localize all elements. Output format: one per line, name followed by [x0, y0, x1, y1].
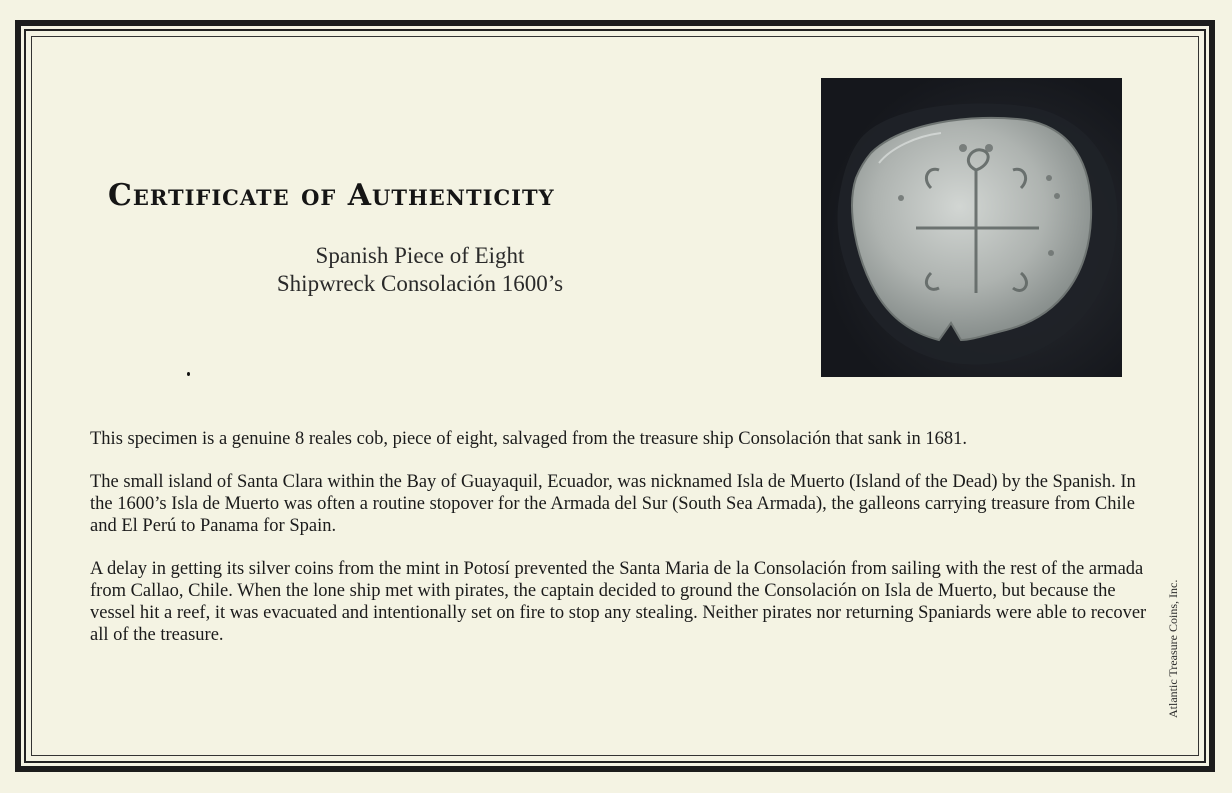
certificate-subtitle	[200, 242, 640, 298]
paragraph-shipwreck-story: A delay in getting its silver coins from the mint in Potosí prevented the Santa Maria de la Consolación from sailing with the rest of the armada from Callao, Chile. When the lone ship met with pirates, the captain decided to ground the Consolación on Isla de Muerto, but because the vessel hit a reef, it was evacuated and intentionally set on fire to stop any stealing. Neither pirates nor returning Spaniards were able to recover all of the treasure.	[90, 559, 1147, 645]
silver-cob-coin-image	[821, 78, 1122, 377]
paragraph-island-history: The small island of Santa Clara within the Bay of Guayaquil, Ecuador, was nicknamed Isla de Muerto (Island of the Dead) by the Spanish. In the 1600’s Isla de Muerto was often a routine stopover for the Armada del Sur (South Sea Armada), the galleons carrying treasure from Chile and El Perú to Panama for Spain.	[90, 472, 1136, 536]
coin-photo	[821, 78, 1122, 377]
certificate-title: Certificate of Authenticity	[108, 178, 555, 213]
subtitle-line-shipwreck: Shipwreck Consolación 1600’s	[276, 271, 564, 296]
paragraph-specimen: This specimen is a genuine 8 reales cob, piece of eight, salvaged from the treasure ship Consolación that sank in 1681.	[90, 429, 967, 449]
subtitle-line-coin: Spanish Piece of Eight	[315, 243, 525, 268]
certificate-body	[90, 428, 1150, 667]
side-credit: Atlantic Treasure Coins, Inc.	[1166, 579, 1180, 718]
paper-speck	[187, 372, 190, 376]
